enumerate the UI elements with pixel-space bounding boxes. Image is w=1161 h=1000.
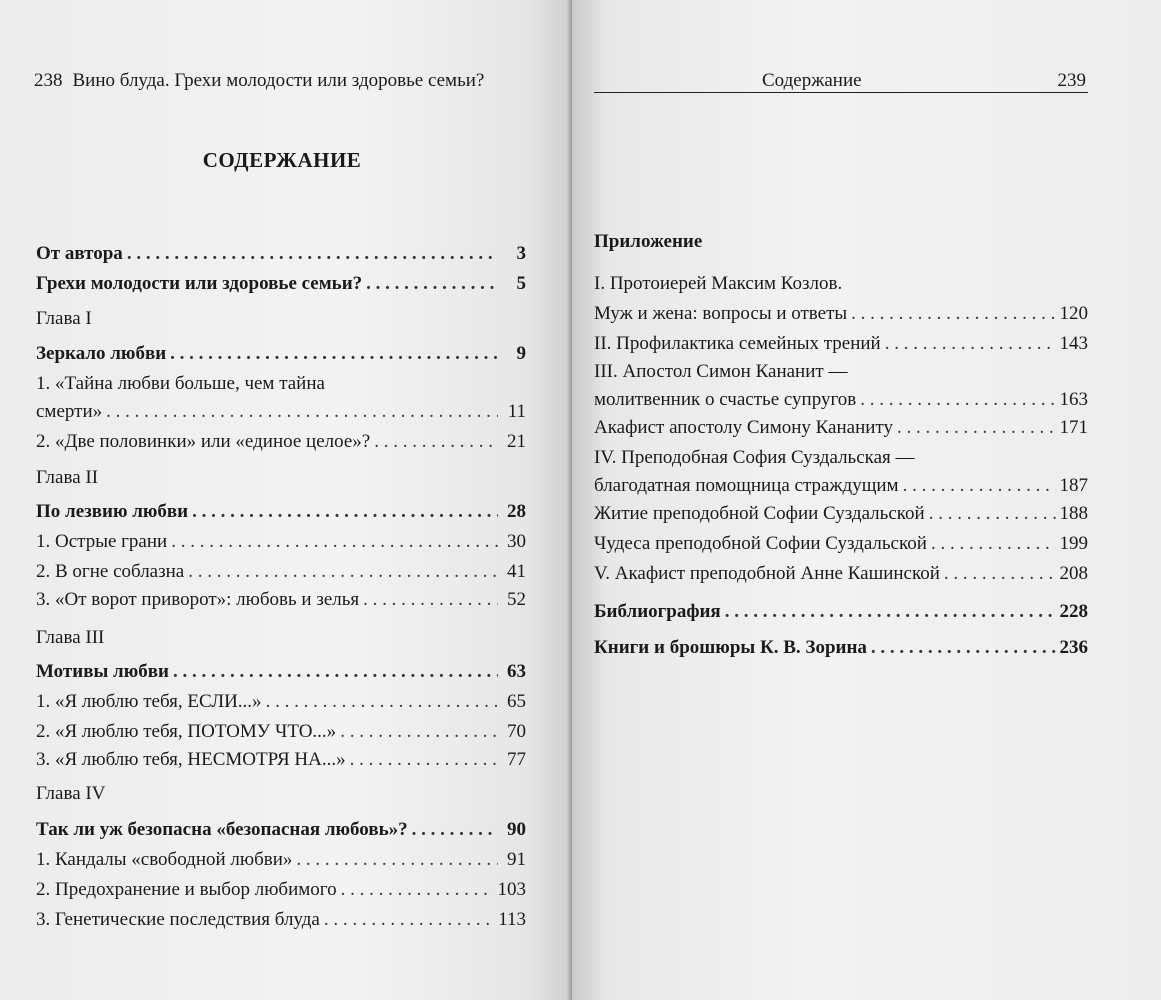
right-page [572,0,1161,1000]
toc-entry-page-number: 188 [1059,503,1088,524]
dot-leader [106,400,498,424]
right-toc-entry [594,474,1088,498]
dot-leader [266,690,498,714]
toc-entry-label: 3. «Я люблю тебя, НЕСМОТРЯ НА...» [36,749,346,770]
dot-leader [860,388,1055,412]
toc-entry-label: Муж и жена: вопросы и ответы [594,303,848,324]
toc-entry-label: По лезвию любви [36,501,189,522]
dot-leader [171,530,498,554]
toc-entry-page-number: 30 [507,531,526,552]
toc-entry-label: 2. Предохранение и выбор любимого [36,879,337,900]
toc-entry-label: 1. Кандалы «свободной любви» [36,849,293,870]
dot-leader [324,908,494,932]
right-toc-entry [594,502,1088,526]
toc-entry-page-number: 52 [507,589,526,610]
left-toc-heading: Глава II [36,467,99,488]
toc-entry-page-number: 236 [1059,637,1088,658]
toc-entry-label: Так ли уж безопасна «безопасная любовь»? [36,819,408,840]
toc-entry-label: Житие преподобной Софии Суздальской [594,503,925,524]
right-toc-entry [594,302,1088,326]
dot-leader [412,818,498,842]
left-toc-entry [36,430,526,454]
dot-leader [188,560,498,584]
left-running-head [34,70,530,92]
right-running-title: Содержание [762,70,862,91]
toc-entry-label: Акафист апостолу Симону Кананиту [594,417,893,438]
dot-leader [885,332,1056,356]
left-toc-entry [36,908,526,932]
dot-leader [170,342,498,366]
toc-entry-label: 1. Острые грани [36,531,168,552]
left-toc-entry [36,660,526,684]
dot-leader [350,748,498,772]
left-toc-entry [36,242,526,266]
toc-entry-page-number: 11 [507,401,526,422]
toc-entry-label: От автора [36,243,123,264]
toc-entry-label: благодатная помощница страждущим [594,475,899,496]
dot-leader [127,242,498,266]
left-toc-entry [36,272,526,296]
toc-entry-label: Зеркало любви [36,343,167,364]
right-toc-entry [594,600,1088,624]
right-toc-entry [594,416,1088,440]
dot-leader [903,474,1056,498]
right-toc-heading: I. Протоиерей Максим Козлов. [594,273,843,294]
left-toc-entry [36,530,526,554]
toc-entry-page-number: 228 [1059,601,1088,622]
left-toc-heading: Глава III [36,627,105,648]
left-toc-entry [36,848,526,872]
toc-entry-page-number: 163 [1059,389,1088,410]
left-toc-entry [36,818,526,842]
left-toc-entry [36,342,526,366]
toc-entry-page-number: 65 [507,691,526,712]
left-toc-entry [36,588,526,612]
left-toc-heading: Глава I [36,308,92,329]
left-toc-entry [36,748,526,772]
dot-leader [341,878,494,902]
dot-leader [374,430,498,454]
toc-entry-label: 2. В огне соблазна [36,561,185,582]
left-toc-entry [36,690,526,714]
toc-entry-page-number: 171 [1059,417,1088,438]
toc-entry-label: Грехи молодости или здоровье семьи? [36,273,363,294]
toc-entry-page-number: 187 [1059,475,1088,496]
toc-entry-page-number: 70 [507,721,526,742]
toc-entry-label: 3. Генетические последствия блуда [36,909,320,930]
toc-entry-page-number: 91 [507,849,526,870]
left-toc-heading: Глава IV [36,783,106,804]
toc-entry-label: 2. «Я люблю тебя, ПОТОМУ ЧТО...» [36,721,337,742]
toc-entry-label: смерти» [36,401,103,422]
left-toc-entry [36,720,526,744]
toc-entry-page-number: 63 [507,661,526,682]
dot-leader [366,272,498,296]
left-running-title: Вино блуда. Грехи молодости или здоровье семьи? [72,70,485,91]
toc-entry-label: II. Профилактика семейных трений [594,333,881,354]
toc-entry-label: V. Акафист преподобной Анне Кашинской [594,563,940,584]
right-toc-entry [594,562,1088,586]
dot-leader [944,562,1056,586]
toc-entry-page-number: 41 [507,561,526,582]
header-rule [594,92,1088,93]
toc-entry-page-number: 3 [516,243,526,264]
left-toc-entry [36,878,526,902]
toc-entry-label: 3. «От ворот приворот»: любовь и зелья [36,589,360,610]
toc-entry-page-number: 103 [497,879,526,900]
toc-entry-page-number: 5 [516,273,526,294]
left-toc-entry [36,400,526,424]
dot-leader [871,636,1056,660]
toc-entry-label: Книги и брошюры К. В. Зорина [594,637,867,658]
dot-leader [929,502,1056,526]
dot-leader [725,600,1056,624]
toc-entry-page-number: 21 [507,431,526,452]
right-page-number: 239 [1057,70,1086,91]
toc-title: СОДЕРЖАНИЕ [202,148,362,172]
toc-entry-page-number: 77 [507,749,526,770]
toc-entry-label: Мотивы любви [36,661,169,682]
dot-leader [897,416,1056,440]
toc-entry-page-number: 208 [1059,563,1088,584]
toc-entry-page-number: 199 [1059,533,1088,554]
right-toc-heading: Приложение [594,231,703,252]
left-toc-heading: 1. «Тайна любви больше, чем тайна [36,373,325,394]
left-page-number: 238 [34,70,63,91]
dot-leader [192,500,498,524]
toc-entry-label: Библиография [594,601,721,622]
dot-leader [931,532,1056,556]
toc-entry-page-number: 120 [1059,303,1088,324]
left-toc-entry [36,500,526,524]
toc-entry-label: Чудеса преподобной Софии Суздальской [594,533,927,554]
toc-entry-page-number: 9 [516,343,526,364]
dot-leader [173,660,498,684]
right-toc-entry [594,636,1088,660]
right-toc-entry [594,332,1088,356]
toc-entry-label: 2. «Две половинки» или «единое целое»? [36,431,371,452]
toc-entry-page-number: 113 [498,909,526,930]
dot-leader [340,720,498,744]
right-toc-entry [594,388,1088,412]
left-page [0,0,572,1000]
dot-leader [851,302,1055,326]
toc-entry-label: 1. «Я люблю тебя, ЕСЛИ...» [36,691,262,712]
toc-entry-page-number: 143 [1059,333,1088,354]
left-toc-entry [36,560,526,584]
toc-entry-page-number: 28 [507,501,526,522]
dot-leader [296,848,498,872]
right-toc-heading: IV. Преподобная София Суздальская — [594,447,915,468]
dot-leader [363,588,498,612]
right-toc-heading: III. Апостол Симон Кананит — [594,361,848,382]
right-toc-entry [594,532,1088,556]
toc-entry-page-number: 90 [507,819,526,840]
toc-entry-label: молитвенник о счастье супругов [594,389,857,410]
